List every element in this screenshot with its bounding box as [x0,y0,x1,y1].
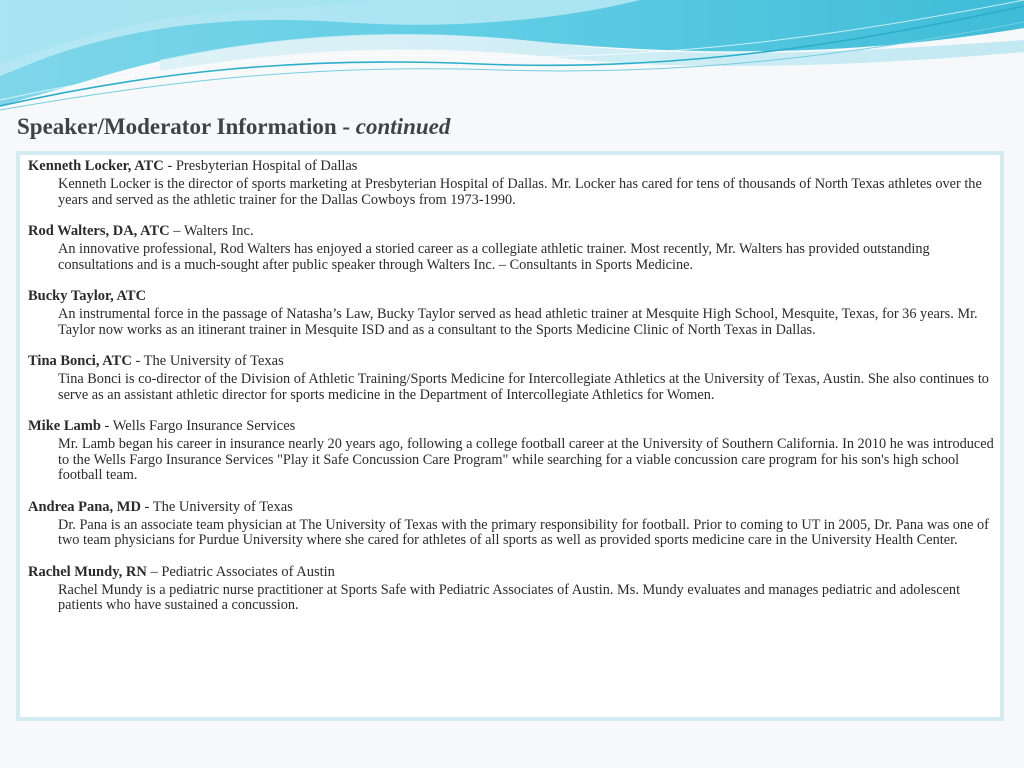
speaker-affiliation: The University of Texas [143,353,284,369]
speaker-heading [28,418,994,434]
slide-title-separator: - [336,114,356,139]
speaker-separator: – [169,223,184,239]
speaker-heading [28,223,994,239]
speaker-entry [28,499,994,549]
speaker-name: Rachel Mundy, RN [28,563,147,580]
speaker-bio: Mr. Lamb began his career in insurance nearly 20 years ago, following a college football career at the University of Southern California. In 2010 he was introduced to the Wells Fargo Insurance Services "Play it Safe Concussion Care Program" while searching for a viable concussion care program for his son's high school football team. [58,436,994,483]
speaker-separator: – [146,563,162,580]
speaker-bio: An instrumental force in the passage of Natasha’s Law, Bucky Taylor served as head athletic trainer at Mesquite High School, Mesquite, Texas, for 36 years. Mr. Taylor now works as an itinerant trainer in Mesquite ISD and as a consultant to the Sports Medicine Clinic of North Texas in Dallas. [58,306,978,338]
speaker-name: Mike Lamb [28,418,101,434]
slide-title [17,114,450,140]
speaker-name: Tina Bonci, ATC [28,353,132,369]
speaker-entry [28,564,994,614]
speaker-bio: Dr. Pana is an associate team physician at The University of Texas with the primary responsibility for football. Prior to coming to UT in 2005, Dr. Pana was one of two team physicians for Purdue University where she cared for athletes of all sports as well as provided sports medicine care in the University Health Center. [58,516,989,548]
speaker-name: Andrea Pana, MD [28,498,141,515]
slide-title-text: Speaker/Moderator Information [17,114,337,139]
speaker-heading [28,499,994,515]
speaker-affiliation: Wells Fargo Insurance Services [112,418,296,434]
speaker-heading [28,353,994,369]
speaker-separator: - [163,158,176,174]
speaker-name: Kenneth Locker, ATC [28,158,164,174]
speaker-entry [28,288,994,338]
speaker-bio: Tina Bonci is co-director of the Division of Athletic Training/Sports Medicine for Intercollegiate Athletics at the University of Texas, Austin. She also continues to serve as an assistant athletic director for sports medicine in the Department of Intercollegiate Athletics for Women. [58,371,989,403]
header-wave-decoration [0,0,1024,120]
speaker-entry [28,353,994,403]
slide-title-suffix: continued [355,114,451,139]
speaker-affiliation: Presbyterian Hospital of Dallas [175,158,358,174]
speaker-separator: - [100,418,113,434]
speaker-heading [28,288,994,304]
speaker-name: Rod Walters, DA, ATC [28,223,170,239]
speaker-bio: Rachel Mundy is a pediatric nurse practitioner at Sports Safe with Pediatric Associates of Austin. Ms. Mundy evaluates and manages pediatric and adolescent patients who have sustained a concussion. [58,581,961,613]
speaker-heading [28,564,994,580]
speaker-heading [28,158,994,174]
speaker-entry [28,223,994,273]
speaker-entry [28,418,994,484]
speaker-separator: - [131,353,144,369]
speaker-list-box [16,151,1004,721]
speaker-affiliation: Walters Inc. [183,223,254,239]
speaker-affiliation: Pediatric Associates of Austin [161,563,335,580]
speaker-bio: Kenneth Locker is the director of sports marketing at Presbyterian Hospital of Dallas. Mr. Locker has cared for tens of thousands of North Texas athletes over the years and served as the athletic trainer for the Dallas Cowboys from 1973-1990. [58,176,982,208]
speaker-affiliation: The University of Texas [152,498,293,515]
speaker-bio: An innovative professional, Rod Walters has enjoyed a storied career as a collegiate athletic trainer. Most recently, Mr. Walters has provided outstanding consultations and is a much-sought after public speaker through Walters Inc. – Consultants in Sports Medicine. [58,241,930,273]
speaker-entry [28,158,994,208]
speaker-separator: - [140,498,153,515]
speaker-name: Bucky Taylor, ATC [28,288,147,304]
